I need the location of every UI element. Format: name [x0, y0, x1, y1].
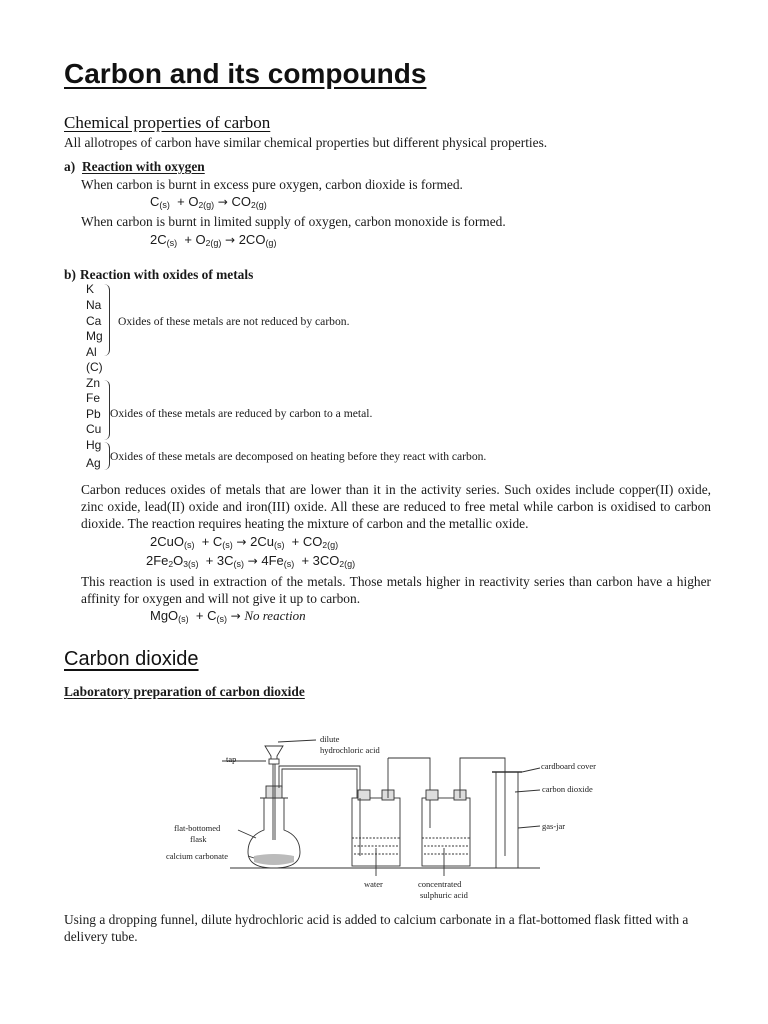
metal-symbol: Ag	[86, 456, 101, 470]
no-reaction-text: No reaction	[244, 608, 306, 623]
tap	[269, 759, 279, 764]
label-flask-1: flat-bottomed	[174, 823, 221, 833]
calcium-carbonate	[254, 854, 294, 865]
metal-symbol: Zn	[86, 376, 101, 390]
equation-fe2o3: $2Fe_2O_{3(s)} + 3C_{(s)} \to 4Fe_{(s)} + 3CO_{2(g)}$	[146, 553, 356, 569]
label-water: water	[364, 879, 383, 889]
equation-co2: $C_{(s)} + O_{2(g)} \to CO_{2(g)}$	[150, 194, 267, 210]
label-sulphuric-acid: sulphuric acid	[420, 890, 468, 900]
label-concentrated: concentrated	[418, 879, 462, 889]
extraction-paragraph: This reaction is used in extraction of the metals. Those metals higher in reactivity series than carbon have a higher affinity for oxygen and will not give it up to carbon.	[81, 574, 711, 606]
conclusion-paragraph: Using a dropping funnel, dilute hydrochloric acid is added to calcium carbonate in a flat-bottomed flask fitted with a delivery tube.	[64, 912, 689, 944]
equation-cuo: $2CuO_{(s)} + C_{(s)} \to 2Cu_{(s)} + CO_{2(g)}$	[150, 534, 339, 550]
reduction-paragraph: Carbon reduces oxides of metals that are lower than it in the activity series. Such oxides include copper(II) oxide, zinc oxide, lead(II) oxide and iron(III) oxide. All these are reduced to free metal while carbon is oxidised to carbon dioxide. The reaction requires heating the mixture of carbon and the metallic oxide.	[81, 482, 711, 531]
delivery-tube-2	[460, 758, 505, 856]
metal-symbol: Mg	[86, 329, 103, 343]
label-carbon-dioxide: carbon dioxide	[542, 784, 593, 794]
metal-symbol: Al	[86, 345, 97, 359]
label-cardboard-cover: cardboard cover	[541, 761, 596, 771]
intro-text: All allotropes of carbon have similar chemical properties but different physical properties.	[64, 135, 548, 150]
metal-symbol: Pb	[86, 407, 101, 421]
note-reduced: Oxides of these metals are reduced by carbon to a metal.	[110, 407, 373, 420]
metal-symbol: Cu	[86, 422, 102, 436]
label-dilute: dilute	[320, 734, 340, 744]
note-not-reduced: Oxides of these metals are not reduced by carbon.	[118, 315, 350, 328]
flask-stopper	[266, 786, 282, 798]
sulphuric-acid-bottle	[422, 798, 470, 866]
co2-apparatus-diagram	[160, 728, 620, 903]
label-gas-jar: gas-jar	[542, 821, 566, 831]
metal-symbol: Na	[86, 298, 102, 312]
metal-symbol: K	[86, 282, 95, 296]
equation-co: $2C_{(s)} + O_{2(g)} \to 2CO_{(g)}$	[150, 232, 277, 248]
oxygen-limited-text: When carbon is burnt in limited supply of oxygen, carbon monoxide is formed.	[81, 214, 506, 229]
brace-group-1	[104, 284, 110, 356]
oxygen-excess-text: When carbon is burnt in excess pure oxygen, carbon dioxide is formed.	[81, 177, 463, 192]
metal-symbol: Fe	[86, 391, 101, 405]
label-calcium-carbonate: calcium carbonate	[166, 851, 229, 861]
note-decomposed: Oxides of these metals are decomposed on heating before they react with carbon.	[110, 450, 487, 463]
equation-mgo: $MgO_{(s)} + C_{(s)} \to No$ reaction	[150, 608, 306, 624]
metal-symbol: Ca	[86, 314, 102, 328]
section-heading-chemical-properties: Chemical properties of carbon	[64, 113, 271, 132]
section-heading-carbon-dioxide: Carbon dioxide	[64, 648, 199, 670]
delivery-tube-1	[279, 766, 360, 798]
metal-symbol: Hg	[86, 438, 102, 452]
label-tap: tap	[226, 754, 237, 764]
part-a-heading: Reaction with oxygen	[82, 159, 205, 174]
lab-preparation-heading: Laboratory preparation of carbon dioxide	[64, 684, 305, 699]
label-flask-2: flask	[190, 834, 207, 844]
part-b-label: b)	[64, 267, 76, 282]
dropping-funnel	[265, 746, 283, 760]
part-b-heading: Reaction with oxides of metals	[80, 267, 254, 282]
part-a-label: a)	[64, 159, 76, 174]
metal-symbol: (C)	[86, 360, 103, 374]
label-hcl: hydrochloric acid	[320, 745, 380, 755]
page-title: Carbon and its compounds	[64, 58, 427, 89]
gas-jar	[496, 772, 518, 868]
